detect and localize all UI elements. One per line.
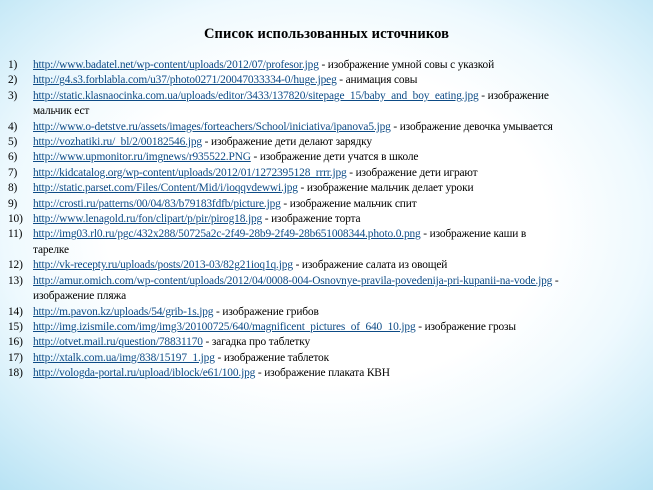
source-item bbox=[8, 135, 636, 150]
source-number: 6) bbox=[8, 151, 18, 164]
source-separator: - bbox=[255, 367, 265, 380]
source-separator: - bbox=[346, 166, 356, 179]
source-description: изображение таблеток bbox=[223, 351, 329, 364]
source-description: изображение каши в bbox=[429, 228, 527, 241]
source-item bbox=[8, 58, 636, 73]
source-description: изображение грибов bbox=[222, 305, 319, 318]
source-item bbox=[8, 227, 636, 258]
source-item bbox=[8, 73, 636, 88]
source-number: 9) bbox=[8, 197, 18, 210]
source-number: 14) bbox=[8, 305, 23, 318]
source-link[interactable]: http://www.upmonitor.ru/imgnews/r935522.PNG bbox=[33, 151, 251, 164]
source-number: 1) bbox=[8, 59, 18, 71]
source-separator: - bbox=[478, 89, 488, 102]
source-number: 11) bbox=[8, 228, 23, 241]
source-separator: - bbox=[213, 305, 223, 318]
source-link[interactable]: http://xtalk.com.ua/img/838/15197_1.jpg bbox=[33, 351, 215, 364]
source-description: изображение дети делают зарядку bbox=[211, 136, 372, 149]
source-separator: - bbox=[552, 274, 559, 287]
source-item bbox=[8, 150, 636, 165]
slide-title: Список использованных источников bbox=[203, 26, 450, 42]
source-description-continued: изображение пляжа bbox=[33, 290, 127, 303]
source-line bbox=[33, 367, 390, 379]
source-item bbox=[8, 197, 636, 212]
source-line bbox=[33, 228, 526, 240]
source-number: 3) bbox=[8, 89, 18, 102]
source-description: изображение мальчик делает уроки bbox=[306, 182, 474, 195]
source-link[interactable]: http://www.lenagold.ru/fon/clipart/p/pir/pirog18.jpg bbox=[33, 213, 263, 226]
source-description: изображение торта bbox=[271, 213, 361, 226]
source-link[interactable]: http://amur.omich.com/wp-content/uploads/2012/04/0008-004-Osnovnye-pravila-povedenija-pri-kupanii-na-vode.jpg bbox=[33, 274, 553, 287]
source-separator: - bbox=[280, 197, 290, 210]
source-number: 10) bbox=[8, 213, 23, 226]
sources-list bbox=[8, 58, 636, 382]
source-line bbox=[33, 352, 329, 364]
source-link[interactable]: http://kidcatalog.org/wp-content/uploads/2012/01/1272395128_rrrr.jpg bbox=[33, 166, 347, 179]
source-number: 16) bbox=[8, 336, 23, 349]
source-line bbox=[33, 275, 559, 287]
source-link[interactable]: http://vk-receptу.ru/uploads/posts/2013-03/82g21ioq1q.jpg bbox=[33, 259, 293, 272]
source-link[interactable]: http://static.klasnaocinka.com.ua/uploads/editor/3433/137820/sitepage_15/baby_and_boy_eating.jpg bbox=[33, 89, 479, 102]
source-separator: - bbox=[292, 259, 302, 272]
source-separator: - bbox=[214, 351, 224, 364]
source-link[interactable]: http://static.parset.com/Files/Content/Mid/i/ioqqvdewwi.jpg bbox=[33, 182, 298, 195]
source-separator: - bbox=[201, 136, 211, 149]
source-link[interactable]: http://vologda-portal.ru/upload/iblock/e61/100.jpg bbox=[33, 367, 256, 380]
source-description: изображение дети играют bbox=[355, 166, 478, 179]
source-link[interactable]: http://crosti.ru/patterns/00/04/83/b79183fdfb/picture.jpg bbox=[33, 197, 281, 210]
source-line bbox=[33, 121, 553, 133]
source-separator: - bbox=[202, 336, 212, 349]
source-number: 4) bbox=[8, 120, 18, 133]
source-line bbox=[33, 321, 516, 333]
source-separator: - bbox=[297, 182, 307, 195]
source-item bbox=[8, 305, 636, 320]
source-line bbox=[33, 90, 549, 102]
source-line bbox=[33, 59, 494, 71]
source-link[interactable]: http://www.badatel.net/wp-content/uploads/2012/07/profesor.jpg bbox=[33, 59, 319, 71]
source-number: 12) bbox=[8, 259, 23, 272]
source-number: 15) bbox=[8, 320, 23, 333]
source-line bbox=[33, 182, 473, 194]
source-link[interactable]: http://vozhatiki.ru/_bl/2/00182546.jpg bbox=[33, 136, 202, 149]
source-separator: - bbox=[420, 228, 430, 241]
source-number: 13) bbox=[8, 274, 23, 287]
source-item bbox=[8, 351, 636, 366]
source-link[interactable]: http://img03.rl0.ru/pgc/432x288/50725a2c-2f49-28b9-2f49-28b651008344.photo.0.png bbox=[33, 228, 421, 241]
source-description: изображение плаката КВН bbox=[264, 367, 390, 380]
source-separator: - bbox=[336, 74, 346, 87]
source-number: 18) bbox=[8, 367, 23, 380]
source-item bbox=[8, 335, 636, 350]
source-separator: - bbox=[250, 151, 260, 164]
source-item bbox=[8, 181, 636, 196]
source-number: 17) bbox=[8, 351, 23, 364]
source-description: изображение девочка умывается bbox=[399, 120, 553, 133]
source-link[interactable]: http://www.o-detstve.ru/assets/images/forteachers/School/iniciativa/ipanova5.jpg bbox=[33, 120, 391, 133]
source-item bbox=[8, 366, 636, 381]
source-item bbox=[8, 274, 636, 305]
source-item bbox=[8, 320, 636, 335]
source-description: изображение дети учатся в школе bbox=[259, 151, 419, 164]
source-description: изображение салата из овощей bbox=[301, 259, 448, 272]
source-description-continued: мальчик ест bbox=[33, 105, 90, 118]
source-item bbox=[8, 120, 636, 135]
source-separator: - bbox=[390, 120, 400, 133]
source-description-continued: тарелке bbox=[33, 243, 69, 256]
source-item bbox=[8, 89, 636, 120]
source-description: изображение умной совы с указкой bbox=[327, 59, 495, 71]
source-line bbox=[33, 136, 372, 148]
source-description: изображение мальчик спит bbox=[289, 197, 417, 210]
source-item bbox=[8, 258, 636, 273]
source-line bbox=[33, 306, 319, 318]
source-item bbox=[8, 166, 636, 181]
source-line bbox=[33, 74, 417, 86]
source-line bbox=[33, 336, 310, 348]
source-number: 7) bbox=[8, 166, 18, 179]
source-link[interactable]: http://otvet.mail.ru/question/78831170 bbox=[33, 336, 203, 349]
source-line bbox=[33, 167, 477, 179]
source-number: 8) bbox=[8, 182, 18, 195]
source-line bbox=[33, 213, 360, 225]
source-description: анимация совы bbox=[345, 74, 418, 87]
source-number: 2) bbox=[8, 74, 18, 87]
source-line bbox=[33, 259, 447, 271]
source-description: изображение грозы bbox=[424, 320, 516, 333]
source-link[interactable]: http://g4.s3.forblabla.com/u37/photo0271/20047033334-0/huge.jpeg bbox=[33, 74, 337, 87]
source-line bbox=[33, 151, 418, 163]
source-separator: - bbox=[415, 320, 425, 333]
source-link[interactable]: http://img.izismile.com/img/img3/20100725/640/magnificent_pictures_of_640_10.jpg bbox=[33, 320, 416, 333]
source-item bbox=[8, 212, 636, 227]
source-description: загадка про таблетку bbox=[211, 336, 310, 349]
source-line bbox=[33, 198, 417, 210]
source-link[interactable]: http://m.pavon.kz/uploads/54/grib-1s.jpg bbox=[33, 305, 214, 318]
source-description: изображение bbox=[487, 89, 549, 102]
source-separator: - bbox=[318, 59, 328, 71]
source-separator: - bbox=[262, 213, 272, 226]
source-number: 5) bbox=[8, 136, 18, 149]
